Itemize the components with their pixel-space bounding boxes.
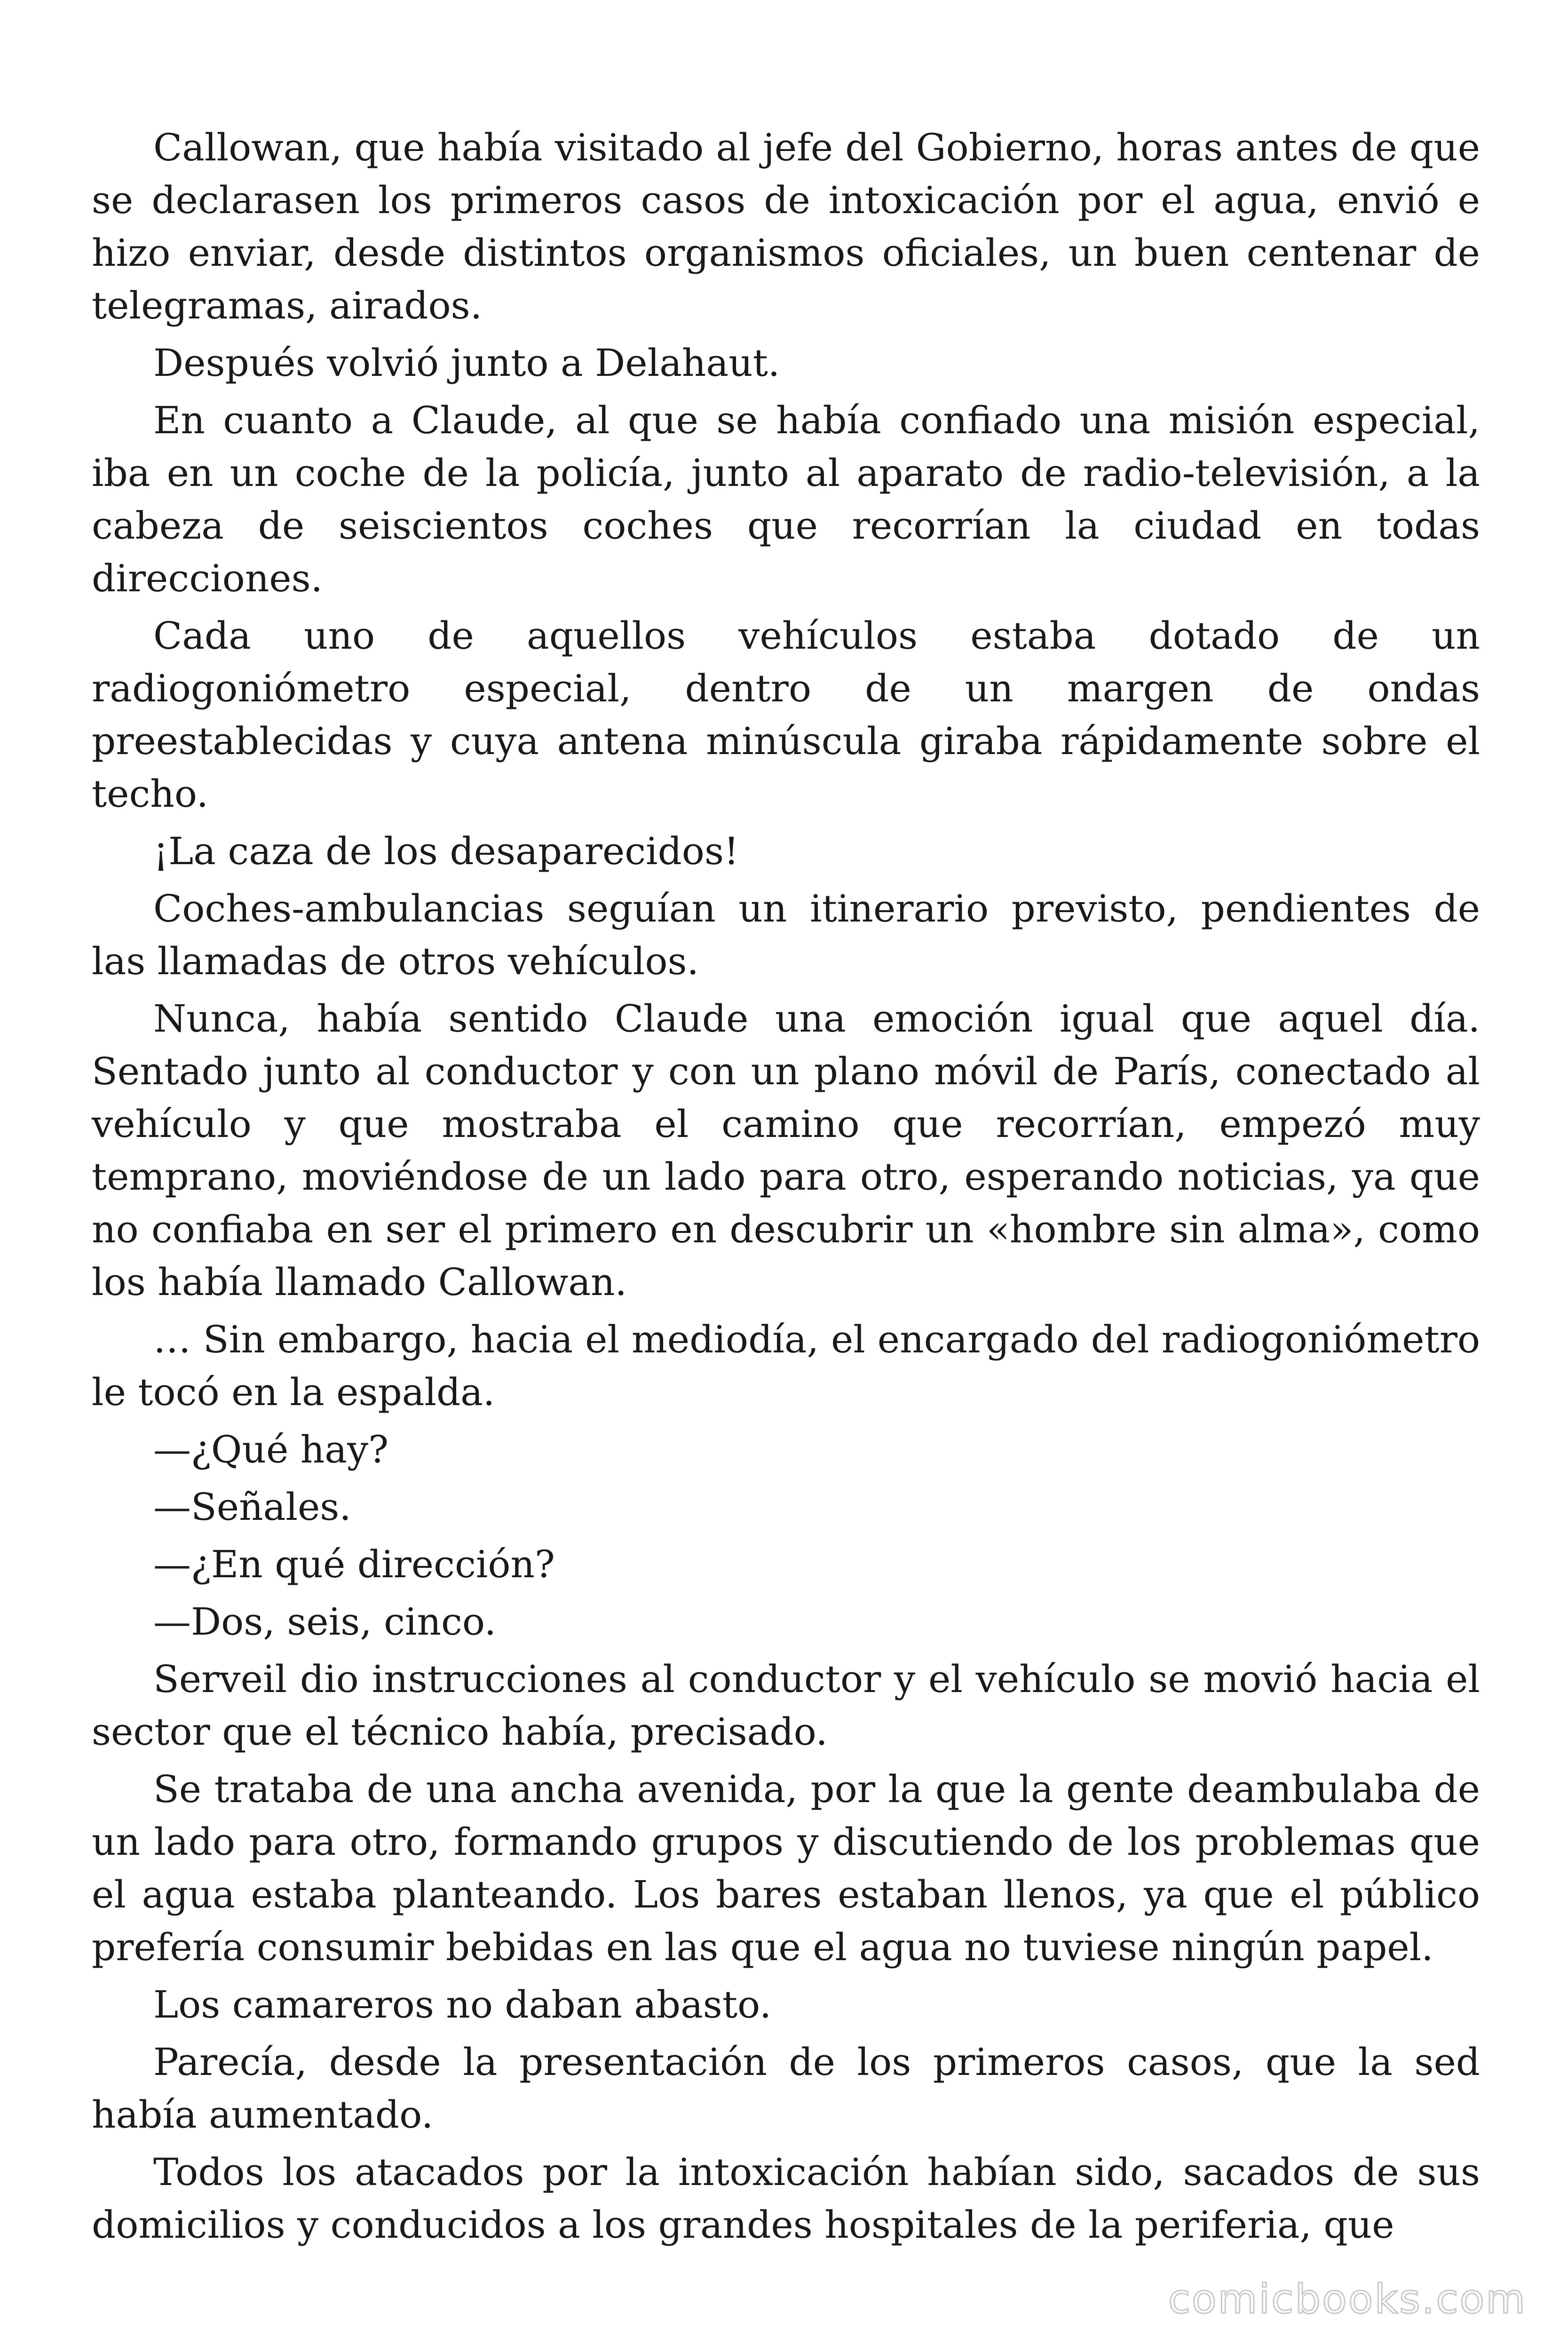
dialogue-line: —¿Qué hay?: [153, 1428, 389, 1471]
paragraph: Después volvió junto a Delahaut.: [153, 341, 780, 385]
paragraph: Se trataba de una ancha avenida, por la que la gente deambulaba de un lado para otro, formando grupos y discutiendo de los problemas que el agua estaba planteando. Los bares estaban llenos, ya que el público prefería consumir bebidas en las que el agua no tuviese ningún papel.: [92, 1767, 1480, 1969]
watermark: comicbooks.com: [1168, 2276, 1527, 2323]
paragraph: Callowan, que había visitado al jefe del Gobierno, horas antes de que se declarasen los primeros casos de intoxicación por el agua, envió e hizo enviar, desde distintos organismos oficiales, un buen centenar de telegramas, airados.: [92, 126, 1480, 327]
dialogue-line: —Señales.: [153, 1485, 351, 1529]
paragraph: Parecía, desde la presentación de los primeros casos, que la sed había aumentado.: [92, 2040, 1480, 2137]
paragraph: Serveil dio instrucciones al conductor y el vehículo se movió hacia el sector que el técnico había, precisado.: [92, 1657, 1480, 1754]
book-page-text: [92, 121, 1480, 2256]
paragraph: Los camareros no daban abasto.: [153, 1983, 772, 2026]
paragraph: Cada uno de aquellos vehículos estaba dotado de un radiogoniómetro especial, dentro de un margen de ondas preestablecidas y cuya antena minúscula giraba rápidamente sobre el techo.: [92, 614, 1480, 816]
paragraph: Todos los atacados por la intoxicación habían sido, sacados de sus domicilios y conducidos a los grandes hospitales de la periferia, que: [92, 2150, 1480, 2247]
paragraph: ¡La caza de los desaparecidos!: [153, 829, 739, 873]
paragraph: … Sin embargo, hacia el mediodía, el encargado del radiogoniómetro le tocó en la espalda.: [92, 1318, 1480, 1414]
paragraph: En cuanto a Claude, al que se había confiado una misión especial, iba en un coche de la policía, junto al aparato de radio-televisión, a la cabeza de seiscientos coches que recorrían la ciudad en todas direcciones.: [92, 398, 1480, 600]
paragraph: Nunca, había sentido Claude una emoción igual que aquel día. Sentado junto al conductor y con un plano móvil de París, conectado al vehículo y que mostraba el camino que recorrían, empezó muy temprano, moviéndose de un lado para otro, esperando noticias, ya que no confiaba en ser el primero en descubrir un «hombre sin alma», como los había llamado Callowan.: [92, 997, 1480, 1304]
dialogue-line: —¿En qué dirección?: [153, 1542, 555, 1586]
dialogue-line: —Dos, seis, cinco.: [153, 1600, 497, 1644]
paragraph: Coches-ambulancias seguían un itinerario previsto, pendientes de las llamadas de otros vehículos.: [92, 887, 1480, 983]
